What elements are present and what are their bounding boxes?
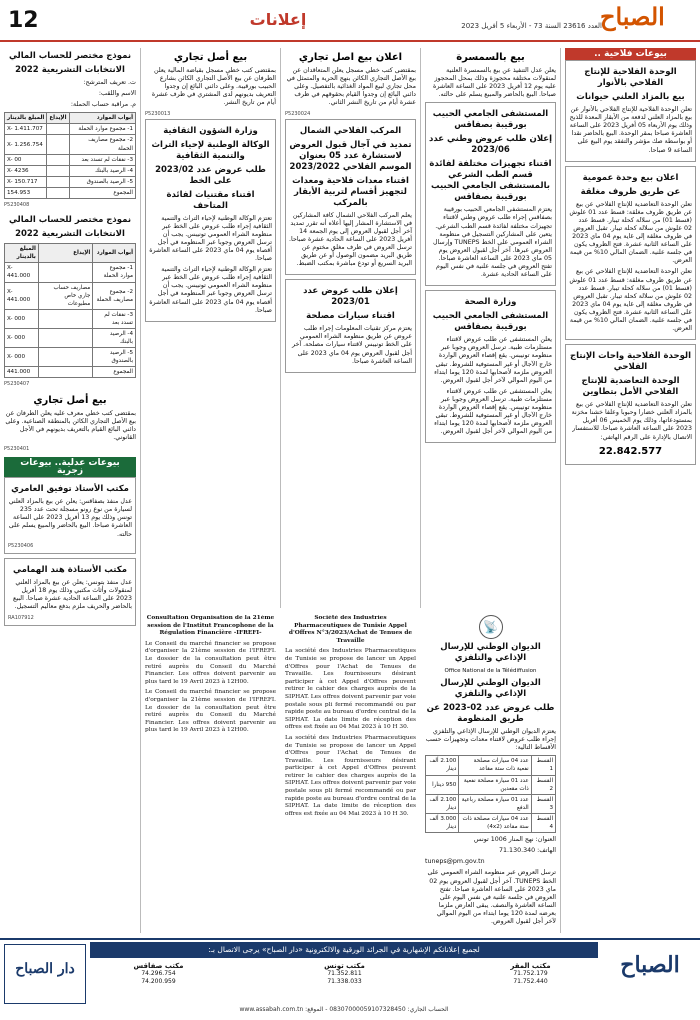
- table-row: [5, 124, 136, 135]
- financial-table-1: [4, 112, 136, 199]
- ad-subtitle: الوكالة الوطنية لإحياء التراث والتنمية الثقافية: [151, 139, 270, 161]
- column-hospital: [425, 48, 556, 608]
- footer-banner: لجميع إعلاناتكم الإشهارية في الجرائد الورقية والالكترونية «دار الصباح» يرجى الاتصال بـ:: [90, 942, 598, 958]
- ad-body: يعلم المركب الفلاحي الشمال كافة المشاركين في الاستشارة المشار إليها أعلاه أنه تقرر تمديد آخر أجل لقبول العروض إلى يوم الجمعة 14 أفريل 2023 على الساعة الحادية عشرة صباحا. ترسل العروض في ظرف مغلق مختوم عن طريق البريد مضمون الوصول أو عن طريق البريد السريع أو تودع مباشرة بمكتب الضبط.: [289, 211, 412, 268]
- ad-title: بيع بالسمسرة: [456, 52, 525, 63]
- column-header: المبلغ بالدينار: [5, 113, 47, 124]
- table-cell: X- 000: [5, 348, 39, 367]
- table-cell: X- 150.717: [5, 176, 47, 187]
- table-cell: عدد 01 سيارة مصلحة رباعية الدفع: [459, 794, 531, 813]
- column-header: الإيداع: [47, 113, 69, 124]
- ad-body: تعتزم الوكالة الوطنية لإحياء التراث والتنمية الثقافية إجراء طلب عروض على الخط عبر منظومة الشراء العمومي تونيبس. يجب أن ترسل العروض وجوبا عبر المنظومة في أجل أقصاه يوم 04 ماي 2023 على الساعة العاشرة صباحا.: [149, 266, 272, 314]
- ad-heading-fr: Office National de la Télédiffusion: [444, 668, 537, 674]
- ad-judicial-sale: [4, 477, 136, 554]
- form-field: م. مراقبة حساب الحملة:: [70, 101, 136, 109]
- table-cell: [38, 348, 92, 367]
- ad-heading: المركب الفلاحي الشمال: [299, 125, 402, 136]
- ad-heading: وزارة الشؤون الثقافية: [163, 125, 258, 136]
- ad-heading: مكتب الأستاذة هند الهمامي: [13, 564, 127, 575]
- ad-reference: P5230407: [4, 381, 30, 388]
- ad-body: تعلن الوحدة الفلاحية للإنتاج الفلاحي بالأنوار عن بيع بالمزاد العلني لدفعة من الأبقار المعدة للذبح وذلك يوم الأربعاء 05 أفريل 2023 على الساعة العاشرة صباحا بمقر الوحدة. البيع بالحاضر نقدا أو بواسطة صك مؤشر والتفقد يوم البيع على الساعة 9 صباحا.: [569, 106, 692, 154]
- table-subtitle: الانتخابات التشريعية 2022: [15, 229, 125, 240]
- table-cell: 950 دينارا: [426, 775, 459, 794]
- column-header: أبواب الموارد: [93, 244, 136, 263]
- table-cell: [47, 135, 69, 154]
- table-cell: X- 4236: [5, 165, 47, 176]
- table-row: [5, 187, 136, 198]
- column-header: أبواب الموارد: [69, 113, 136, 124]
- ad-reference: P5230401: [4, 445, 30, 452]
- ad-subtitle: اقتناء تجهيزات مختلفة لفائدة قسم الطب الشرعي بالمستشفى الجامعي الحبيب بورقيبة بصفاقس: [429, 159, 552, 203]
- table-row: [426, 775, 556, 794]
- broadcast-tower-icon: 📡: [479, 615, 503, 639]
- table-cell: X- 441.000: [5, 282, 39, 309]
- page-footer: [0, 938, 700, 1020]
- office-name: مكتب المقر: [510, 962, 551, 970]
- table-cell: 441.000: [5, 367, 39, 378]
- ad-body: تعلن الوحدة التعاضدية للإنتاج الفلاحي عن بيع بالمزاد العلني خضارا وحبوبا وعلفا خشنا مخزنة بمستودعاتها، وذلك يوم الخميس 06 أفريل 2023 على الساعة العاشرة صباحا. للاستفسار الاتصال بالإدارة على الرقم الهاتفي:: [571, 401, 692, 441]
- ad-health-ministry: [425, 290, 556, 443]
- ad-cooperative: [565, 344, 696, 464]
- table-cell: القسط 3: [531, 794, 555, 813]
- table-cell: X- 1.411.707: [5, 124, 47, 135]
- office-tunis: [282, 962, 407, 986]
- table-cell: [47, 176, 69, 187]
- ad-title: إعلان طلب عروض عدد 2023/01: [303, 286, 398, 308]
- ad-vehicles-tender: [285, 279, 416, 372]
- ad-body: يعلن المستشفى عن طلب عروض لاقتناء مستلزمات طبية. ترسل العروض وجوبا عبر منظومة تونيبس. يقع إقصاء العروض الواردة خارج الآجال أو غير المستوفية للشروط. تبقى العروض ملزمة لأصحابها لمدة 120 يوما ابتداء من اليوم الموالي لآخر أجل لقبول العروض.: [434, 387, 552, 436]
- table-cell: [47, 154, 69, 165]
- table-cell: 2- مجموع مصاريف الحملة: [69, 135, 136, 154]
- ad-subtitle: إعلان طلب عروض وطني عدد 2023/06: [429, 134, 552, 156]
- table-row: [5, 154, 136, 165]
- ad-subtitle: طلب عروض عدد 02-2023 عن طريق المنظومة: [426, 703, 555, 725]
- office-name: مكتب صفاقس: [133, 962, 184, 970]
- ad-title-fr: Consultation Organisation de la 21ème session de l'Institut Francophone de la Régulation Financière -IFREFI-: [146, 615, 275, 637]
- ad-body: تعتزم الوكالة الوطنية لإحياء التراث والتنمية الثقافية إجراء طلب عروض على الخط عبر منظومة الشراء العمومي تونيبس. يجب أن ترسل العروض وجوبا عبر المنظومة في أجل أقصاه يوم 04 ماي 2023 على الساعة العاشرة صباحا.: [149, 214, 272, 263]
- page-header: [0, 0, 700, 42]
- office-sfax: [96, 962, 221, 986]
- ad-title: اعلان بيع وحدة عمومية: [582, 172, 679, 183]
- ad-subtitle: اقتناء معدات فلاحية ومعدات لتجهيز أقسام لتربية الأبقار بالمركب: [292, 175, 409, 208]
- issue-line: العدد 23616 السنة 73 - الأربعاء 5 أفريل 2023: [461, 22, 602, 30]
- ad-culture-ministry: [145, 119, 276, 322]
- column-header: المبلغ بالدينار: [5, 244, 39, 263]
- ad-subtitle: المستشفى الجامعي الحبيب بورقيبة بصفاقس: [432, 311, 549, 333]
- table-cell: X- 1.256.754: [5, 135, 47, 154]
- ad-email: tuneps@pm.gov.tn: [425, 858, 485, 866]
- ad-body: تعلن الوحدة التعاضدية للإنتاج الفلاحي عن بيع عن طريق ظروف مغلقة: قسط عدد 01 علوش (قسط 01) من سلالة كحلة تيبار. قسط عدد 02 علوش من سلالة كحلة تيبار. تقبل العروض في ظروف مغلقة إلى غاية يوم 04 ماي 2023 على الساعة الثانية عشرة. فتح الظروف يكون في جلسة علنية. الضمان المالي 10% من قيمة العرض.: [569, 200, 692, 265]
- table-cell: [47, 124, 69, 135]
- form-field: الاسم واللقب:: [98, 90, 136, 98]
- office-phone: 74.296.754: [141, 970, 176, 977]
- ad-body: بمقتضى كتب خطي مسجل يعلن المتعاقدان عن بيع الأصل التجاري الكائن بنهج الحرية والمتمثل في محل تجاري لبيع المواد الغذائية بالتفصيل. وعلى دائني البائع إن وجدوا القيام بحقوقهم في ظرف عشرة أيام من تاريخ النشر الثاني.: [286, 67, 416, 107]
- ad-body-fr: Le Conseil du marché financier se propose d'organiser la 21ème session de l'IFREFI. Le dossier de la consultation peut être retiré auprès du Conseil du Marché Financier. Les offres doivent parvenir au plus tard le 19 Avril 2023 à 12H00.: [145, 640, 276, 685]
- ad-phone: 22.842.577: [598, 445, 663, 457]
- ad-body: يعتزم مركز تقنيات المعلومات إجراء طلب عروض عن طريق منظومة الشراء العمومي على الخط تونيبس لاقتناء سيارات مصلحة. آخر أجل لقبول العروض يوم 04 ماي 2023 على الساعة العاشرة صباحا.: [292, 325, 412, 365]
- ad-sealed-bids: [565, 166, 696, 341]
- ad-body: يعلن عدل التنفيذ عن بيع بالسمسرة العلنية لمنقولات مختلفة محجوزة وذلك بمحل المحجوز عليه يوم 12 أفريل 2023 على الساعة العاشرة صباحا. البيع بالحاضر والمبيع يسلم على حالته.: [433, 67, 556, 99]
- table-cell: المجموع: [69, 187, 136, 198]
- ad-subtitle: اقتناء مقتنيات لفائدة المتاحف: [166, 189, 255, 211]
- ad-subtitle: تمديد في آجال قبول العروض لاستشارة عدد 05 بعنوان الموسم الفلاحي 2023/2022: [289, 139, 412, 172]
- ad-reference: P5230408: [4, 202, 30, 209]
- ad-title: بيع أصل تجاري: [33, 394, 107, 406]
- lots-table: [425, 755, 556, 833]
- column-header: الإيداع: [38, 244, 92, 263]
- table-cell: مصاريف حساب جاري خاص مطبوعات: [38, 282, 92, 309]
- ad-title: بيع أصل تجاري: [173, 52, 248, 63]
- table-cell: [38, 309, 92, 328]
- table-cell: X- 441.000: [5, 263, 39, 282]
- ad-reference: P5230406: [8, 542, 34, 549]
- table-title: نموذج مختصر للحساب المالي: [8, 215, 132, 226]
- ad-body: عدل منفذ بصفاقس: يعلن عن بيع بالمزاد العلني لسيارة من نوع رونو مسجلة تحت عدد 235 تونس وذلك يوم 13 أفريل 2023 على الساعة العاشرة صباحا. البيع بالحاضر والمبيع يسلم على حالته.: [8, 498, 132, 538]
- column-divider: [420, 48, 421, 608]
- table-cell: 4- الرصيد بالبنك: [93, 328, 136, 347]
- page-number: 12: [8, 8, 39, 33]
- ad-heading: الوحدة الفلاحية للإنتاج الفلاحي بالأنوار: [584, 67, 677, 89]
- ad-title: الوحدة التعاضدية للإنتاج الفلاحي الأمل بتطاوين: [581, 376, 680, 398]
- column-divider: [280, 48, 281, 608]
- office-phone: 71.752.179: [513, 970, 548, 977]
- column-agricultural-sales: [565, 48, 696, 933]
- column-election-accounts: [4, 48, 136, 933]
- ad-livestock-sale: [565, 60, 696, 162]
- ad-siphat: [285, 615, 416, 935]
- ad-farm-complex: [285, 119, 416, 276]
- assabah-logo: الصباح: [620, 952, 680, 978]
- table-row: [426, 813, 556, 832]
- table-row: [426, 794, 556, 813]
- table-row: [5, 367, 136, 378]
- table-row: [426, 756, 556, 775]
- table-cell: X- 000: [5, 328, 39, 347]
- form-field: ت. تعريف المترشح:: [83, 79, 136, 86]
- ad-phone: الهاتف: 71.130.340: [499, 847, 556, 855]
- ad-body-fr: La société des Industries Pharmaceutiques de Tunisie se propose de lancer un Appel d'Offres pour l'Achat de Tenues de Travaille. Les fournisseurs désirant participer à cet Appel d'Offres peuvent retirer le cahier des charges auprès de la SIPHAT. Les offres doivent parvenir par voie postale sous pli fermé recommandé ou par rapide poste au bureau d'ordre central de la SIPHAT. La date limite de réception des offres est fixée au 04 Mai 2023 à 10 H 30.: [285, 734, 416, 817]
- table-row: [5, 263, 136, 282]
- table-row: [5, 328, 136, 347]
- ad-heading: وزارة الصحة: [464, 297, 517, 308]
- ad-title: اعلان بيع اصل تجاري: [298, 52, 403, 63]
- footer-bottom-line: الحساب الجاري: 08307000059107328450 - الموقع: www.assabah.com.tn: [239, 1006, 449, 1013]
- ad-body: عدل منفذ بتونس: يعلن عن بيع بالمزاد العلني لمنقولات وأثاث مكتبي وذلك يوم 18 أفريل 2023 على الساعة الحادية عشرة صباحا. البيع بالحاضر والحريف ملزم بدفع معاليم التسجيل.: [13, 578, 132, 611]
- table-row: [5, 348, 136, 367]
- ad-heading: مكتب الأستاذ توفيق العامري: [11, 484, 129, 495]
- office-hq: [468, 962, 593, 986]
- section-title: إعلانات: [249, 10, 307, 29]
- table-cell: عدد 01 سيارة مصلحة نفعية ذات مقعدين: [459, 775, 531, 794]
- table-cell: 3- نفقات لم تسدد بعد: [93, 309, 136, 328]
- masthead-logo: الصباح: [600, 2, 665, 31]
- office-phone: 71.352.811: [327, 970, 362, 977]
- table-cell: 2.100 ألف دينار: [426, 794, 459, 813]
- ad-heading: المستشفى الجامعي الحبيب بورقيبة بصفاقس: [432, 109, 549, 131]
- table-cell: عدد 04 سيارات مصلحة ذات ستة مقاعد (4x2): [459, 813, 531, 832]
- ad-hospital-tender: [425, 102, 556, 286]
- ad-title: بيع بالمزاد العلني حيوانات: [576, 92, 685, 103]
- office-fax: 74.200.959: [141, 978, 176, 985]
- table-cell: [38, 263, 92, 282]
- table-title: نموذج مختصر للحساب المالي: [8, 51, 132, 61]
- ad-body: تعلن الوحدة التعاضدية للإنتاج الفلاحي عن بيع عن طريق ظروف مغلقة: قسط عدد 01 علوش (قسط 01) من سلالة كحلة تيبار. قسط عدد 02 علوش من سلالة كحلة تيبار. تقبل العروض في ظروف مغلقة إلى غاية يوم 04 ماي 2023 على الساعة الثانية عشرة. فتح الظروف يكون في جلسة علنية. الضمان المالي 10% من قيمة العرض.: [569, 268, 692, 333]
- ad-body: يعتزم المستشفى الجامعي الحبيب بورقيبة بصفاقس إجراء طلب عروض وطني لاقتناء تجهيزات مختلفة لفائدة قسم الطب الشرعي. يتعين على المشاركين التسجيل في منظومة الشراء العمومي على الخط TUNEPS وإرسال العروض عبرها. آخر أجل لقبول العروض يوم 05 ماي 2023 على الساعة العاشرة صباحا. تفتح العروض في جلسة علنية في نفس اليوم على الساعة الحادية عشرة.: [432, 206, 552, 279]
- column-divider: [560, 48, 561, 933]
- section-banner: بيوعات عدلية.. بيوعات زجرية: [4, 457, 136, 477]
- ad-telediffusion: [425, 615, 556, 935]
- ad-body: بمقتضى كتب خطي مسجل بقباضة المالية يعلن الطرفان عن بيع الأصل التجاري الكائن بشارع الحبيب بورقيبة. وعلى دائني البائع إن وجدوا التعريف بديونهم لدى المشتري في ظرف عشرة أيام من تاريخ النشر.: [151, 67, 276, 107]
- table-cell: 5- الرصيد بالصندوق: [69, 176, 136, 187]
- table-row: [5, 165, 136, 176]
- column-divider: [140, 48, 141, 933]
- table-cell: المجموع: [93, 367, 136, 378]
- section-banner: بيوعات فلاحية ..: [565, 48, 696, 60]
- table-row: [5, 309, 136, 328]
- ad-body: بمقتضى كتب خطي معرف عليه يعلن الطرفان عن بيع الأصل التجاري الكائن بالمنطقة الصناعية. وعلى دائني البائع القيام بالتعريف بديونهم في الأجل القانوني.: [5, 409, 136, 441]
- table-cell: 3.000 ألف دينار: [426, 813, 459, 832]
- table-cell: 5- الرصيد بالصندوق: [93, 348, 136, 367]
- ad-title: الديوان الوطني للإرسال الإذاعي والتلفزي: [440, 678, 541, 700]
- table-cell: القسط 2: [531, 775, 555, 794]
- ad-subtitle: عن طريق ظروف مغلقة: [580, 186, 681, 197]
- table-subtitle: الانتخابات التشريعية 2022: [15, 65, 125, 75]
- ad-heading: الوحدة الفلاحية واحات الإنتاج الفلاحي: [569, 351, 692, 373]
- ad-body-fr: Le Conseil du marché financier se propose d'organiser la 21ème session de l'IFREFI. Le dossier de la consultation peut être retiré auprès du Conseil du Marché Financier. Les offres doivent parvenir au plus tard le 19 Avril 2023 à 12H00.: [145, 689, 276, 734]
- ad-address: العنوان: نهج المنار 1006 تونس: [473, 836, 556, 844]
- office-fax: 71.338.033: [327, 978, 362, 985]
- ad-body-fr: La société des Industries Pharmaceutiques de Tunisie se propose de lancer un Appel d'Offres pour l'Achat de Tenues de Travaille. Les fournisseurs désirant participer à cet Appel d'Offres peuvent retirer le cahier des charges auprès de la SIPHAT. Les offres doivent parvenir par voie postale sous pli fermé recommandé ou par rapide poste au bureau d'ordre central de la SIPHAT. La date limite de réception des offres est fixée au 04 Mai 2023 à 10 H 30.: [285, 648, 416, 731]
- table-cell: X- 00: [5, 154, 47, 165]
- office-fax: 71.752.440: [513, 978, 548, 985]
- table-cell: [47, 187, 69, 198]
- ad-title-fr: Société des Industries Pharmaceutiques de Tunisie Appel d'Offres N°3/2023/Achat de Tenues de Travaille: [288, 615, 413, 644]
- table-cell: عدد 04 سيارات مصلحة نفعية ذات ستة مقاعد: [459, 756, 531, 775]
- table-cell: 1- مجموع موارد الحملة: [69, 124, 136, 135]
- column-culture: [145, 48, 276, 608]
- table-cell: 1- مجموع موارد الحملة: [93, 263, 136, 282]
- table-cell: 4- الرصيد بالبنك: [69, 165, 136, 176]
- table-cell: 3- نفقات لم تسدد بعد: [69, 154, 136, 165]
- ad-subtitle: طلب عروض عدد 2023/02 على الخط: [155, 164, 266, 186]
- table-cell: [47, 165, 69, 176]
- table-cell: القسط 4: [531, 813, 555, 832]
- table-cell: [38, 328, 92, 347]
- table-row: [5, 282, 136, 309]
- ad-judicial-sale: [4, 558, 136, 626]
- table-cell: القسط 1: [531, 756, 555, 775]
- financial-table-2: [4, 243, 136, 378]
- ad-subtitle: اقتناء سيارات مصلحة: [306, 311, 395, 322]
- table-cell: 154.953: [5, 187, 47, 198]
- ad-reference: P5230013: [145, 111, 171, 118]
- ad-body: ترسل العروض عبر منظومة الشراء العمومي على الخط TUNEPS. آخر أجل لقبول العروض يوم 02 ماي 2023 على الساعة العاشرة صباحا. تفتح العروض في جلسة علنية في نفس اليوم على الساعة العاشرة والنصف. يبقى العارض ملزما بعرضه لمدة 120 يوما ابتداء من اليوم الموالي لآخر أجل لقبول العروض.: [427, 869, 556, 925]
- ad-ifrefi: [145, 615, 276, 935]
- table-row: [5, 135, 136, 154]
- table-cell: 2- مجموع مصاريف الحملة: [93, 282, 136, 309]
- ad-reference: P5230024: [285, 111, 311, 118]
- table-cell: [38, 367, 92, 378]
- ad-reference: RA107912: [8, 615, 34, 622]
- ad-body: يعلن المستشفى عن طلب عروض لاقتناء مستلزمات طبية. ترسل العروض وجوبا عبر منظومة تونيبس. يقع إقصاء العروض الواردة خارج الآجال أو غير المستوفية للشروط. تبقى العروض ملزمة لأصحابها لمدة 120 يوما ابتداء من اليوم الموالي لآخر أجل لقبول العروض.: [434, 336, 552, 384]
- table-cell: X- 000: [5, 309, 39, 328]
- table-row: [5, 176, 136, 187]
- office-name: مكتب تونس: [324, 962, 365, 970]
- table-cell: 2.100 ألف دينار: [426, 756, 459, 775]
- ad-heading: الديوان الوطني للإرسال الإذاعي والتلفزي: [440, 642, 541, 663]
- dar-assabah-logo: دار الصباح: [4, 944, 86, 1004]
- ad-intro: يعتزم الديوان الوطني للإرسال الإذاعي والتلفزي إجراء طلب عروض لاقتناء معدات وتجهيزات حسب الأقساط التالية:: [425, 728, 556, 752]
